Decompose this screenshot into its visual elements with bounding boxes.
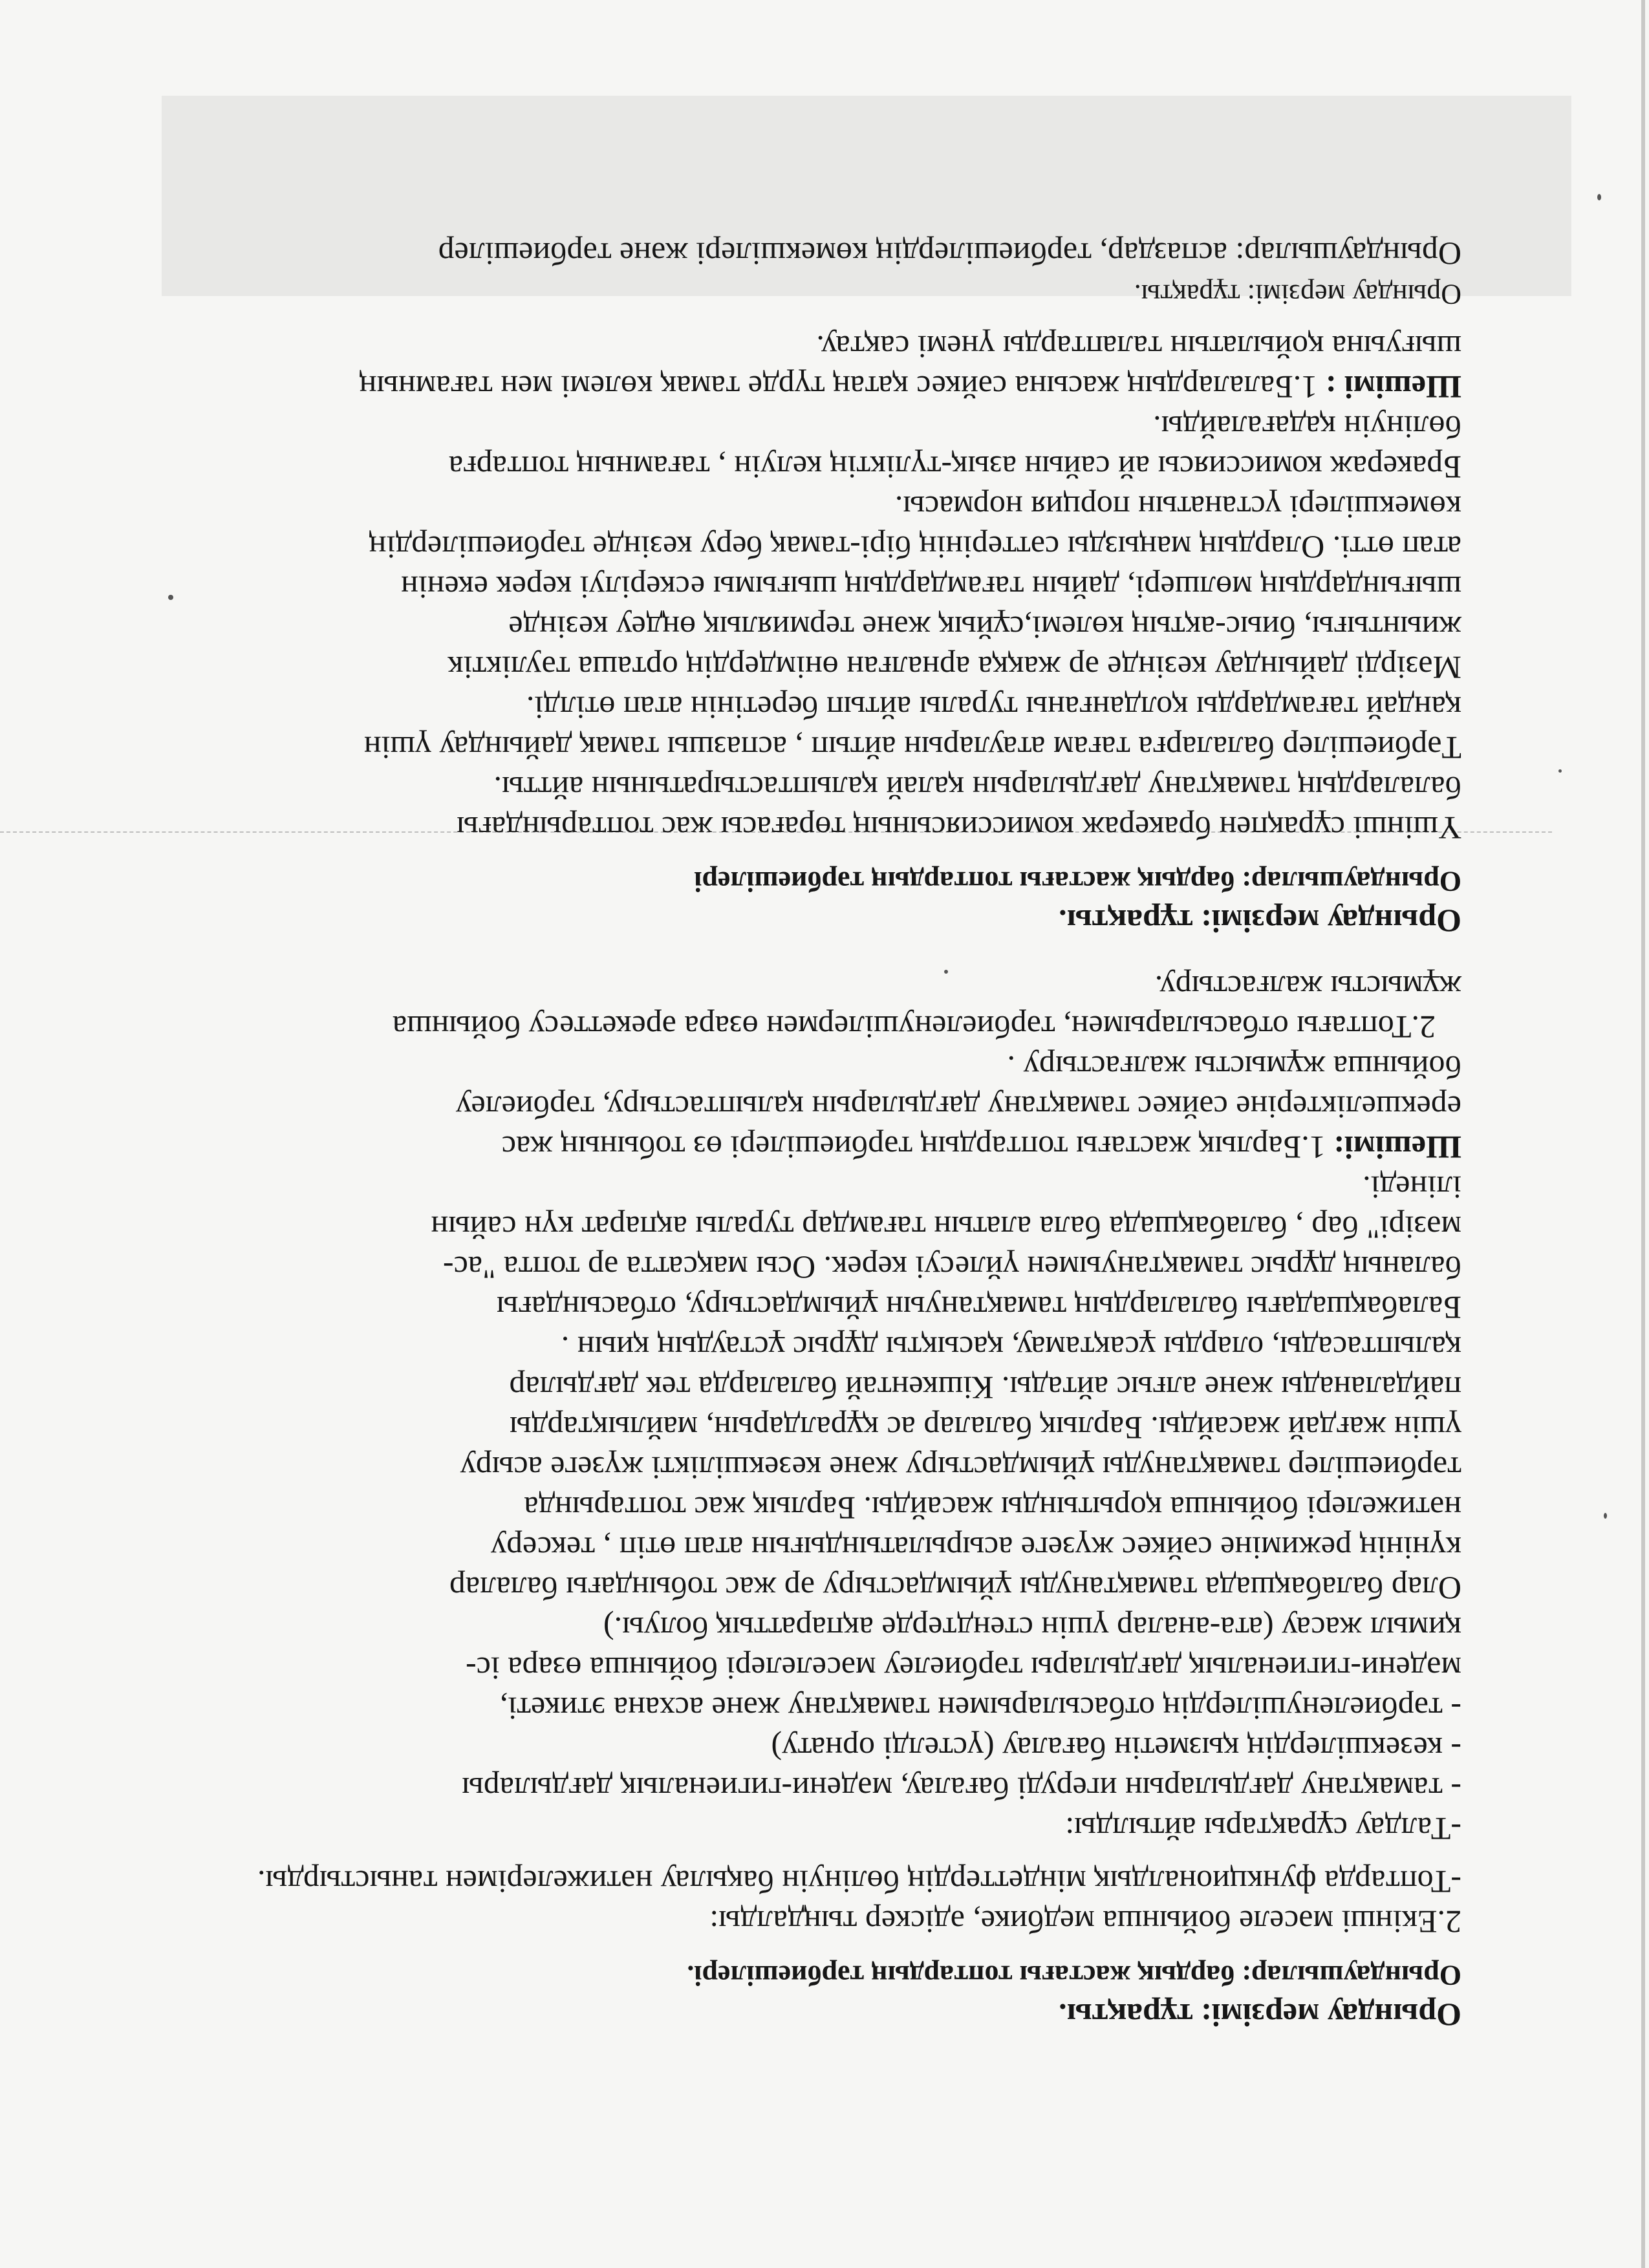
paragraph-line: - кезекшілердің қызметін бағалау (үстелді орнату) [771, 1731, 1461, 1767]
paragraph-line: қимыл жасау (ата-аналар үшін стендтерде ақпараттық болуы.) [603, 1610, 1461, 1647]
paragraph-line: -Талдау сұрақтары айтылды: [1065, 1811, 1461, 1847]
decision-line [155, 367, 1461, 407]
decision-line: бойынша жұмысты жалғастыру . [1007, 1049, 1461, 1086]
paragraph-line: жиынтығы, биыс-ақтың көлемі,сұйық және термиялық өңдеу кезінде [508, 610, 1461, 646]
decision-text: 1.Балалардың жасына сәйкес қатаң түрде тамақ көлемі мен тағамның [359, 369, 1318, 405]
section2-deadline: Орындау мерзімі: тұрақты. [1059, 903, 1461, 939]
section1-deadline: Орындау мерзімі: тұрақты. [1059, 1997, 1461, 2033]
section1-body [155, 1168, 1461, 1942]
document-body [155, 234, 1461, 2035]
paragraph-line: қандай тағамдарды қолданғаны туралы айтып беретінін атап өтілді. [526, 690, 1461, 726]
paragraph-line: -Топтарда функционалдық міндеттердің бөлінуін бақылау нәтижелерімен таныстырды. [257, 1864, 1461, 1900]
paragraph-line: атап өтті. Олардың маңызды сәттерінің бірі-тамақ беру кезінде тәрбиешілердің [369, 530, 1461, 566]
paragraph-line: үшін жағдай жасайды. Барлық балалар ас құралдарын, майлықтарды [509, 1410, 1461, 1446]
decision-line [155, 1128, 1461, 1168]
decision-label: Шешімі : [1325, 369, 1461, 405]
paragraph-line: - тамақтану дағдыларын игеруді бағалау, мәдени-гигиеналық дағдылары [462, 1771, 1461, 1807]
decision-line: жұмысты жалғастыру. [1154, 969, 1461, 1005]
paragraph-line: мәзірі" бар , балабақшада бала алатын тағамдар туралы ақпарат күн сайын [431, 1210, 1461, 1246]
paragraph-line: балалардың тамақтану дағдыларын қалай қалыптастыратынын айтты. [493, 770, 1461, 806]
paragraph-line: күнінің режиміне сәйкес жүзеге асырылатындығын атап өтіп , тексеру [490, 1530, 1461, 1567]
paragraph-line: тәрбиешілер тамақтануды ұйымдастыру және кезекшілікті жүзеге асыру [460, 1450, 1461, 1486]
decision-label: Шешімі: [1333, 1129, 1461, 1166]
paragraph-line: шығындардың мөлшері, дайын тағамдардың шығымы ескерілуі керек екенін [401, 570, 1461, 606]
paragraph-line: Үшінші сұрақпен бракераж комиссиясының төрағасы жас топтарындағы [456, 810, 1461, 846]
footer-deadline: Орындау мерзімі: тұрақты. [1134, 279, 1461, 310]
paragraph-line: Балабақшадағы балалардың тамақтануын ұйымдастыру, отбасындағы [496, 1290, 1461, 1326]
decision-text: 1.Барлық жастағы топтардың тәрбиешілері өз тобының жас [501, 1129, 1326, 1166]
section1-decision [155, 967, 1461, 1168]
paragraph-line: пайдаланады және алғыс айтады. Кішкентай балаларда тек дағдылар [509, 1370, 1461, 1406]
decision-line: шығуына қойылатын талаптарды үнемі сақтау. [816, 329, 1461, 365]
section2-executors: Орындаушылар: бардық жастағы топтардың тәрбиешілері [694, 866, 1461, 897]
decision-line: 2.Топтағы отбасыларымен, тәрбиеленушілермен өзара әрекеттесу бойынша [392, 1009, 1436, 1045]
paragraph-line: қалыптасады, оларды ұсақтамау, қасықты дұрыс ұстаудың қиын . [561, 1330, 1461, 1366]
paragraph-line: Тәрбиешілер балаларға тағам атауларын айтып , аспазшы тамақ дайындау үшін [363, 730, 1461, 766]
paragraph-line: нәтижелері бойынша қорытынды жасайды. Барлық жас топтарында [524, 1490, 1461, 1526]
section2-body [155, 407, 1461, 848]
paragraph-line: баланың дұрыс тамақтануымен үйлесуі керек. Осы мақсатта әр топта "ас- [443, 1250, 1461, 1286]
section1-executors: Орындаушылар: бардық жастағы топтардың тәрбиешілері. [687, 1960, 1461, 1991]
paragraph-line: Олар балабақшада тамақтануды ұйымдастыру әр жас тобындағы балалар [449, 1570, 1461, 1607]
paragraph-line: Бракераж комиссиясы ай сайын азық-түліктің келуін , тағамның топтарға [448, 449, 1461, 486]
section2-decision [155, 327, 1461, 407]
footer-executors: Орындаушылар: аспаздар, тәрбиешілердің көмекшілері және тәрбиешілер [438, 236, 1461, 272]
paragraph-line: 2.Екінші мәселе бойынша медбике, әдіскер тыңдалды: [709, 1904, 1461, 1940]
paragraph-line: бөлінуін қадағалайды. [1153, 409, 1461, 445]
paragraph-line: ілінеді. [1363, 1170, 1461, 1206]
paragraph-line: көмекшілері үстанатын порция нормасы. [894, 489, 1461, 526]
paragraph-line: - тәрбиеленушілердің отбасыларымен тамақтану және асхана этикеті, [499, 1691, 1461, 1727]
decision-line: ерекшеліктеріне сәйкес тамақтану дағдыларын қалыптастыру, тәрбиелеу [455, 1089, 1461, 1126]
paragraph-line: Мәзірді дайындау кезінде әр жаққа арналған өнімдердің орташа тәуліктік [447, 650, 1461, 686]
paragraph-line: мәдени-гигиеналық дағдылары тәрбиелеу мәселелері бойынша өзара іс- [466, 1651, 1461, 1687]
